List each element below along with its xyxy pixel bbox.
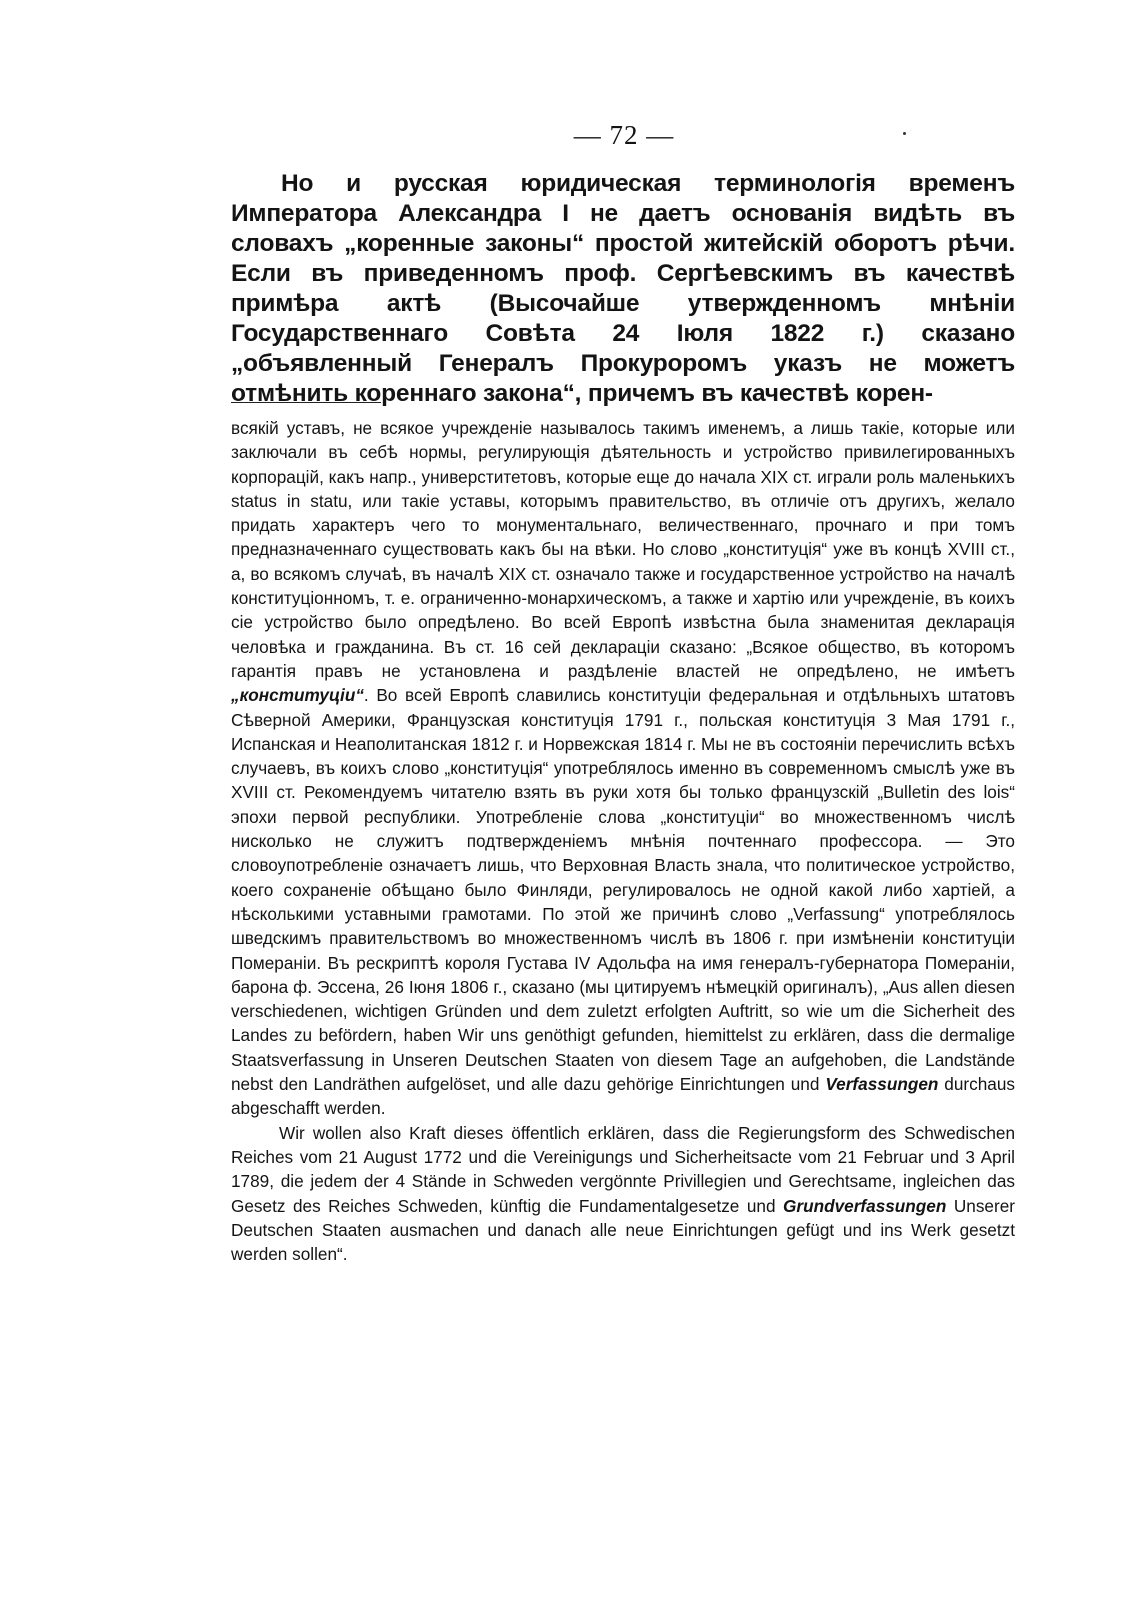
footnote-paragraph-1 <box>231 416 1015 1121</box>
main-paragraph: Но и русская юридическая терминологія временъ Императора Александра I не даетъ основанія видѣть въ словахъ „коренные законы“ простой житейскій оборотъ рѣчи. Если въ приведенномъ проф. Сергѣевскимъ въ качествѣ примѣра актѣ (Высочайше утвержденномъ мнѣніи Государственнаго Совѣта 24 Іюля 1822 г.) сказано „объявленный Генералъ Прокуроромъ указъ не можетъ отмѣнить кореннаго закона“, причемъ въ качествѣ корен- <box>231 170 1015 407</box>
footnote-separator <box>231 402 381 403</box>
footnote-text-part-1: всякій уставъ, не всякое учрежденіе называлось такимъ именемъ, а лишь такіе, которые или заключали въ себѣ нормы, регулирующія дѣятельность и устройство привилегированныхъ корпорацій, какъ напр., универститетовъ, которые еще до начала XIX ст. играли роль маленькихъ status in statu, или такіе уставы, которымъ правительство, въ отличіе отъ другихъ, желало придать характеръ чего то монументальнаго, величественнаго, прочнаго и при томъ предназначеннаго существовать какъ бы на вѣки. Но слово „конституція“ уже въ концѣ XVIII ст., а, во всякомъ случаѣ, въ началѣ XIX ст. означало также и государственное устройство на началѣ конституціонномъ, т. е. ограниченно-монархическомъ, а также и хартію или учрежденіе, въ коихъ сіе устройство было опредѣлено. Во всей Европѣ извѣстна была знаменитая декларація человѣка и гражданина. Въ ст. 16 сей деклараціи сказано: „Всякое общество, въ которомъ гарантія правъ не установлена и раздѣленіе властей не опредѣлено, не имѣетъ <box>231 418 1015 681</box>
footnote <box>231 416 1015 1266</box>
footnote-italic-grundverfassungen: Grundverfassungen <box>783 1195 947 1216</box>
footnote-para2-part-1: Wir wollen also Kraft dieses öffentlich erklären, dass die Regierungsform des Schwedischen Reiches vom 21 August 1772 und die Vereinigungs und Sicherheitsacte vom 21 Februar und 3 April 1789, die jedem der 4 Stände in Schweden vergönnte Privillegien und Gerechtsame, ingleichen das Gesetz des Reiches Schweden, künftig die Fundamentalgesetze und <box>231 1122 1015 1216</box>
footnote-paragraph-2 <box>231 1121 1015 1267</box>
page-number: — 72 — <box>573 120 675 150</box>
footnote-text-part-3: durchaus abgeschafft werden. <box>231 1074 1015 1119</box>
footnote-para2-part-2: Unserer Deutschen Staaten ausmachen und danach alle neue Einrichtungen gefügt und ins Werk gesetzt werden sollen“. <box>231 1195 1016 1265</box>
scan-speck <box>903 132 906 135</box>
footnote-italic-verfassungen: Verfassungen <box>825 1074 939 1095</box>
footnote-italic-konstitutsii: „конституціи“ <box>231 685 364 706</box>
footnote-text-part-2: . Во всей Европѣ славились конституціи федеральная и отдѣльныхъ штатовъ Сѣверной Америки, Французская конституція 1791 г., польская конституція 3 Мая 1791 г., Испанская и Неаполитанская 1812 г. и Норвежская 1814 г. Мы не въ состояніи перечислить всѣхъ случаевъ, въ коихъ слово „конституція“ употреблялось именно въ современномъ смыслѣ уже въ XVIII ст. Рекомендуемъ читателю взять въ руки хотя бы только французскій „Bulletin des lois“ эпохи первой республики. Употребленіе слова „конституціи“ во множественномъ числѣ нисколько не служитъ подтвержденіемъ мнѣнія почтеннаго профессора. — Это словоупотребленіе означаетъ лишь, что Верховная Власть знала, что политическое устройство, коего сохраненіе обѣщано было Финляди, регулировалось не одной какой либо хартіей, а нѣсколькими уставными грамотами. По этой же причинѣ слово „Verfassung“ употреблялось шведскимъ правительствомъ во множественномъ числѣ въ 1806 г. при измѣненіи конституціи Помераніи. Въ рескриптѣ короля Густава IV Адольфа на имя генералъ-губернатора Помераніи, барона ф. Эссена, 26 Іюня 1806 г., сказано (мы цитируемъ нѣмецкій оригиналъ), „Aus allen diesen verschiedenen, wichtigen Gründen und dem zuletzt erfolgten Auftritt, so wie um die Sicherheit des Landes zu befördern, haben Wir uns genöthigt gefunden, hiemittelst zu erklären, dass die dermalige Staatsverfassung in Unseren Deutschen Staaten von diesem Tage an aufgehoben, die Landstände nebst den Landräthen aufgelöset, und alle dazu gehörige Einrichtungen und <box>231 685 1015 1095</box>
